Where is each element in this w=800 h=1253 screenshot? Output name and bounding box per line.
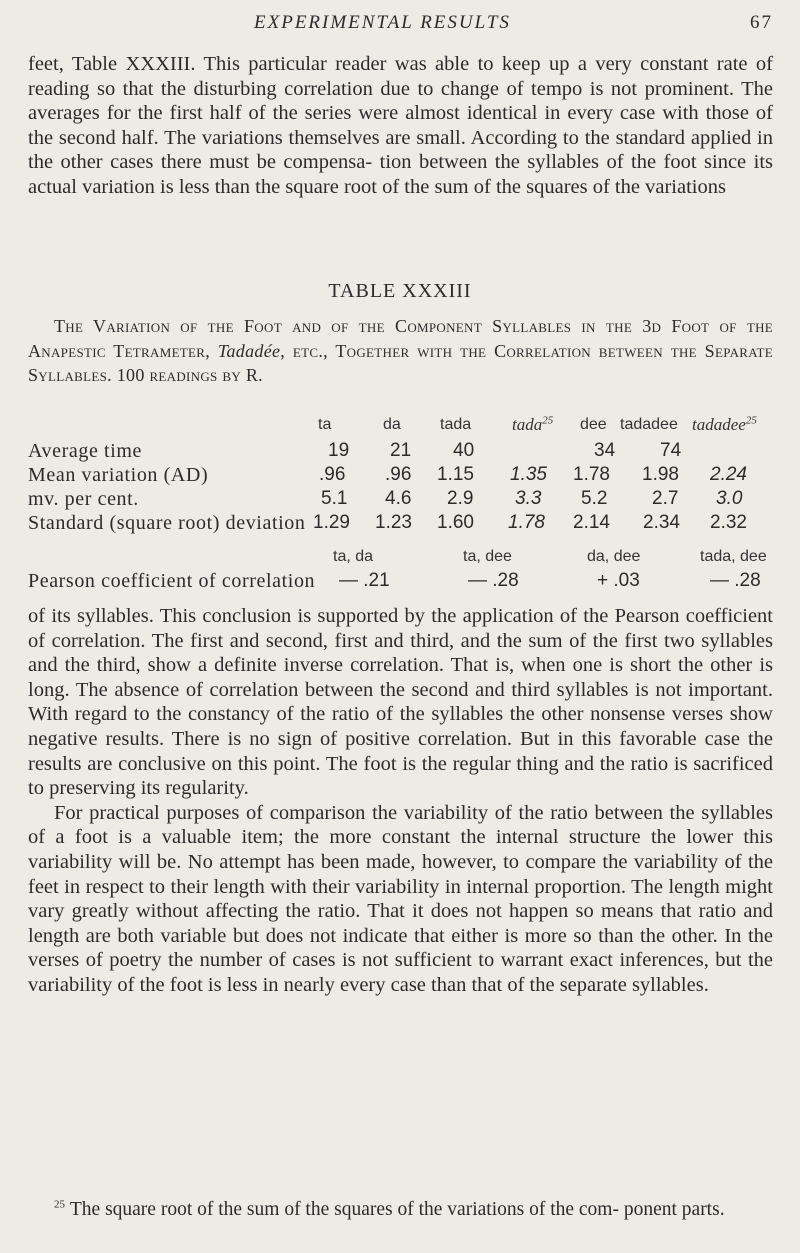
table-cell: 1.60 (437, 512, 474, 533)
table-cell: 74 (660, 440, 682, 461)
col-header-tadadee-root: tadadee$^{25}$ (692, 414, 757, 434)
table-cell: — .21 (339, 570, 390, 591)
table-cell: 1.78 (573, 464, 610, 485)
row-label-average-time: Average time (28, 440, 142, 462)
corr-header-ta-dee: ta, dee (463, 548, 512, 565)
table-cell: 2.9 (447, 488, 474, 509)
col-header-dee: dee (580, 416, 607, 433)
corr-header-tada-dee: tada, dee (700, 548, 767, 565)
table-cell: .96 (319, 464, 346, 485)
running-head: EXPERIMENTAL RESULTS (254, 12, 511, 33)
caption-part-2: , etc., Together with the Correlation between the Separate Syllables. 100 readings by R. (28, 340, 773, 385)
table-cell: 5.2 (581, 488, 608, 509)
row-label-standard-deviation: Standard (square root) deviation (28, 512, 306, 534)
col-header-ta: ta (318, 416, 332, 433)
table-cell: .96 (385, 464, 412, 485)
caption-italic-word: Tadadée (217, 340, 281, 361)
table-cell: 2.14 (573, 512, 610, 533)
page-number: 67 (750, 12, 773, 33)
footnote-text: The square root of the sum of the squares of the variations of the com- ponent parts. (69, 1199, 725, 1220)
row-label-pearson: Pearson coefficient of correlation (28, 570, 316, 592)
table-cell: — .28 (468, 570, 519, 591)
table-cell: 3.0 (716, 488, 743, 509)
page-header (0, 12, 800, 36)
table-cell: 1.15 (437, 464, 474, 485)
table-cell: 40 (453, 440, 475, 461)
col-header-tadadee: tadadee (620, 416, 678, 433)
table-cell: 34 (594, 440, 616, 461)
table-cell: 5.1 (321, 488, 348, 509)
row-label-mv-per-cent: mv. per cent. (28, 488, 139, 510)
table-cell: 2.34 (643, 512, 680, 533)
table-cell: 1.78 (508, 512, 545, 533)
col-header-tada-root: tada$^{25}$ (512, 414, 554, 434)
table-cell: 1.35 (510, 464, 547, 485)
table-cell: 1.23 (375, 512, 412, 533)
table-cell: 21 (390, 440, 412, 461)
table-cell: 1.29 (313, 512, 350, 533)
footnote (28, 1198, 773, 1222)
table-cell: 2.7 (652, 488, 679, 509)
caption-part-1: The Variation of the Foot and of the Component Syllables in the 3d Foot of the Anapestic Tetrameter, (28, 316, 773, 361)
corr-header-da-dee: da, dee (587, 548, 641, 565)
footnote-mark: 25 (54, 1198, 65, 1211)
col-header-tada: tada (440, 416, 472, 433)
paragraph-1: feet, Table XXXIII. This particular reader was able to keep up a very constant rate of reading so that the disturbing correlation due to change of tempo is not prominent. The averages for the first half of the series were almost identical in every case with those of the second half. The variations themselves are small. According to the standard applied in the other cases there must be compensa- tion between the syllables of the foot since its actual variation is less than the square root of the sum of the squares of the variations (28, 53, 773, 198)
table-title: TABLE XXXIII (328, 280, 472, 302)
row-label-mean-variation: Mean variation (AD) (28, 464, 209, 486)
corr-header-ta-da: ta, da (333, 548, 374, 565)
table-cell: + .03 (597, 570, 640, 591)
paragraph-2b: For practical purposes of comparison the variability of the ratio between the syllables of a foot is a valuable item; the more constant the internal structure the lower this variability will be. No attempt has been made, however, to compare the variability of the feet in respect to their length with their variability in internal proportion. The length might vary greatly without affecting the ratio. That it does not happen so means that ratio and length are both variable but does not indicate that either is more so than the other. In the verses of poetry the number of cases is not sufficient to warrant exact inferences, but the variability of the foot is less in nearly every case than that of the separate syllables. (28, 801, 773, 996)
table-caption (28, 314, 773, 388)
paragraph-2 (28, 604, 773, 998)
table-cell: 1.98 (642, 464, 679, 485)
table-cell: — .28 (710, 570, 761, 591)
table-cell: 2.24 (710, 464, 747, 485)
table-cell: 19 (328, 440, 350, 461)
paragraph-2a: of its syllables. This conclusion is supported by the application of the Pearson coefficient of correlation. The first and second, first and third, and the sum of the first two syllables and the third, show a definite inverse correlation. That is, when one is short the other is long. The absence of correlation between the second and third syllables is not important. With regard to the constancy of the ratio of the syllables the other nonsense verses show negative results. There is no sign of positive correlation. But in this favorable case the results are conclusive on this point. The foot is the regular thing and the ratio is sacrificed to preserving its regularity. (28, 605, 773, 800)
col-header-da: da (383, 416, 401, 433)
table-cell: 3.3 (515, 488, 542, 509)
table-cell: 2.32 (710, 512, 747, 533)
table-cell: 4.6 (385, 488, 412, 509)
